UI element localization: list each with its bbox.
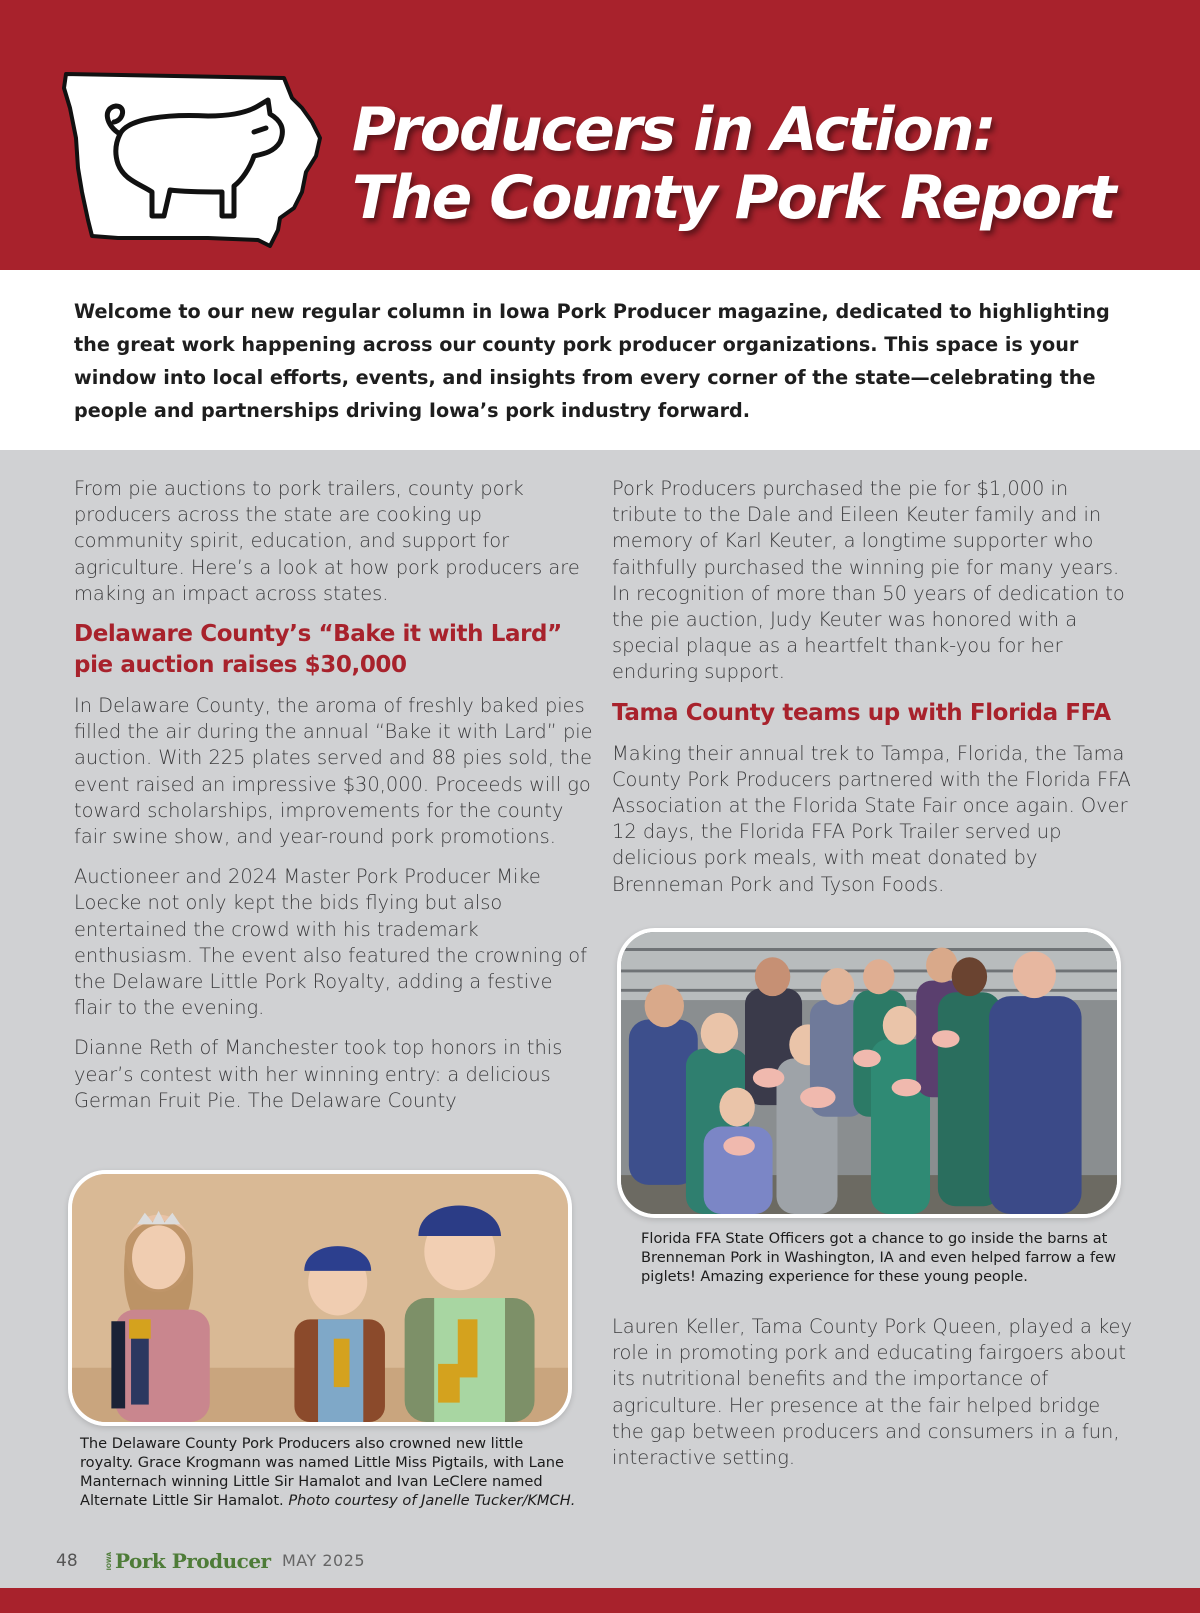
right-paragraph-2: Making their annual trek to Tampa, Florida, the Tama County Pork Producers partnered with the Florida FFA Association at the Florida State Fair once again. Over 12 days, the Florida FFA Pork Trailer served up delicious pork meals, with meat donated by Brenneman Pork and Tyson Foods. <box>612 741 1131 896</box>
magazine-logo <box>106 1546 271 1576</box>
left-column <box>74 476 594 1114</box>
kids-caption-text: The Delaware County Pork Producers also crowned new little royalty. Grace Krogmann was named Little Miss Pigtails, with Lane Manternach winning Little Sir Hamalot and Ivan LeClere named Alternate Little Sir Hamalot. <box>80 1435 564 1509</box>
issue-date: MAY 2025 <box>282 1551 366 1570</box>
kids-royalty-photo <box>68 1170 572 1426</box>
right-column <box>612 476 1132 898</box>
logo-small-text: IOWA <box>106 1551 113 1571</box>
right-paragraph-1: Pork Producers purchased the pie for $1,000 in tribute to the Dale and Eileen Keuter family and in memory of Karl Keuter, a longtime supporter who faithfully purchased the winning pie for many years. In recognition of more than 50 years of dedication to the pie auction, Judy Keuter was honored with a special plaque as a heartfelt thank-you for her enduring support. <box>612 477 1125 684</box>
title-line-2: The County Pork Report <box>352 163 1115 233</box>
iowa-map-pig-icon <box>58 68 338 254</box>
tama-heading: Tama County teams up with Florida FFA <box>612 699 1111 726</box>
delaware-heading: Delaware County’s “Bake it with Lard” pie auction raises $30,000 <box>74 621 562 679</box>
left-paragraph-1: From pie auctions to pork trailers, county pork producers across the state are cooking up community spirit, education, and support for agriculture. Here’s a look at how pork producers are making an impact across states. <box>74 477 580 605</box>
intro-section <box>0 270 1200 450</box>
logo-main-text: Pork Producer <box>115 1549 271 1573</box>
left-paragraph-2: In Delaware County, the aroma of freshly baked pies filled the air during the annual “Bake it with Lard” pie auction. With 225 plates served and 88 pies sold, the event raised an impressive $30,000. Proceeds will go toward scholarships, improvements for the county fair swine show, and year-round pork promotions. <box>74 694 593 849</box>
title-line-1: Producers in Action: <box>352 95 995 165</box>
left-paragraph-4: Dianne Reth of Manchester took top honors in this year’s contest with her winning entry: a delicious German Fruit Pie. The Delaware County <box>74 1036 563 1112</box>
kids-photo-credit: Photo courtesy of Janelle Tucker/KMCH. <box>288 1492 576 1509</box>
left-paragraph-3: Auctioneer and 2024 Master Pork Producer Mike Loecke not only kept the bids flying but also entertained the crowd with his trademark enthusiasm. The event also featured the crowning of the Delaware Little Pork Royalty, adding a festive flair to the evening. <box>74 865 587 1020</box>
page-title <box>352 96 1115 232</box>
intro-text: Welcome to our new regular column in Iowa Pork Producer magazine, dedicated to highlighting the great work happening across our county pork producer organizations. This space is your window into local efforts, events, and insights from every corner of the state—celebrating the people and partnerships driving Iowa’s pork industry forward. <box>74 300 1110 422</box>
page-number: 48 <box>56 1551 78 1571</box>
page-footer <box>0 1546 1200 1576</box>
right-paragraph-3: Lauren Keller, Tama County Pork Queen, played a key role in promoting pork and educating fairgoers about its nutritional benefits and the importance of agriculture. Her presence at the fair helped bridge the gap between producers and consumers in a fun, interactive setting. <box>612 1315 1132 1470</box>
bottom-bar <box>0 1588 1200 1613</box>
ffa-photo-caption: Florida FFA State Officers got a chance to go inside the barns at Brenneman Pork in Washington, IA and even helped farrow a few piglets! Amazing experience for these young people. <box>641 1230 1117 1285</box>
ffa-barn-photo <box>617 928 1121 1218</box>
kids-photo-caption <box>80 1434 580 1510</box>
header-banner <box>0 0 1200 270</box>
